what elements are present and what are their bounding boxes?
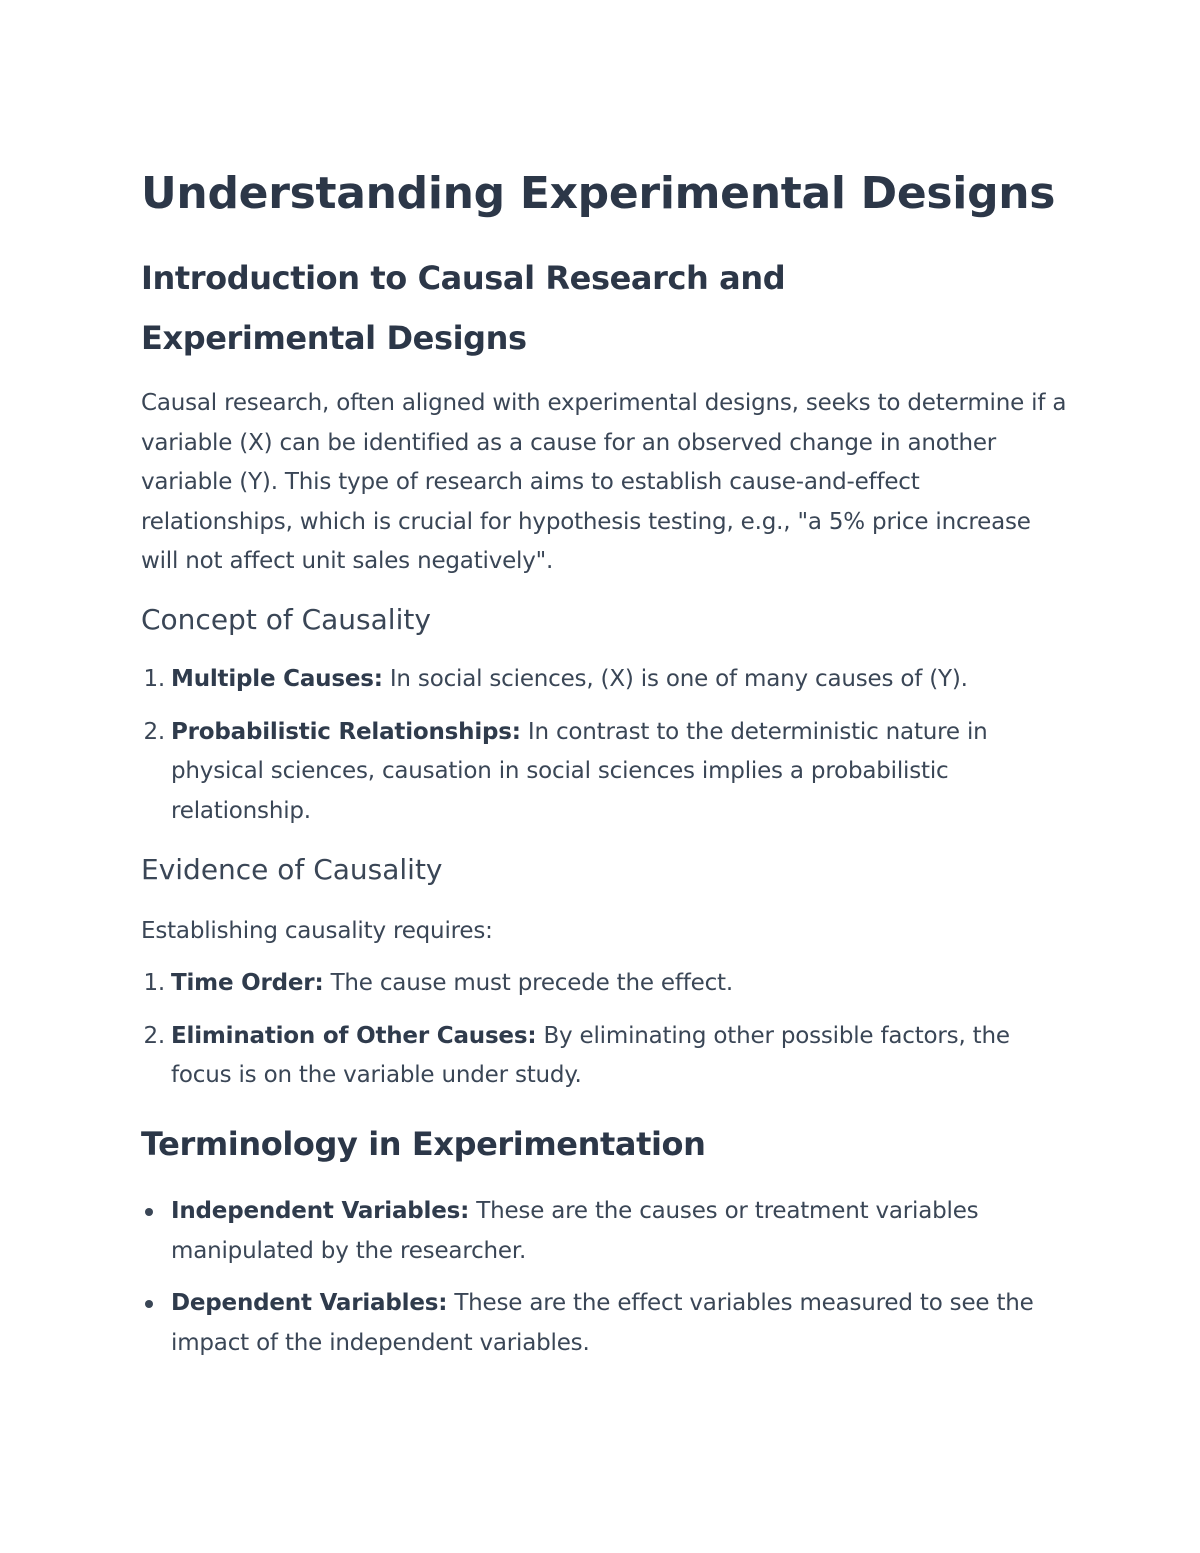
bullet-icon xyxy=(145,1208,153,1216)
list-item-term: Dependent Variables: xyxy=(171,1290,448,1316)
list-item-text: These are the causes or treatment variables manipulated by the researcher. xyxy=(171,1198,979,1264)
list-item-text: In social sciences, (X) is one of many causes of (Y). xyxy=(382,666,968,692)
list-number: 2. xyxy=(143,1022,165,1049)
list-item-term: Probabilistic Relationships: xyxy=(171,718,521,745)
concept-list xyxy=(141,660,1041,844)
bullet-icon xyxy=(145,1300,153,1308)
list-item-text: In contrast to the deterministic nature in physical sciences, causation in social sciences implies a probabilistic relationship. xyxy=(171,718,988,824)
terminology-list xyxy=(141,1192,1041,1376)
intro-paragraph: Causal research, often aligned with experimental designs, seeks to determine if a variable (X) can be identified as a cause for an observed change in another variable (Y). This type of research aims to establish cause-and-effect relationships, which is crucial for hypothesis testing, e.g., "a 5% price increase will not affect unit sales negatively". xyxy=(141,390,1067,574)
list-item-term: Elimination of Other Causes: xyxy=(171,1022,537,1049)
section-heading-intro: Introduction to Causal Research and Experimental Designs xyxy=(141,259,786,357)
list-item-text: By eliminating other possible factors, the focus is on the variable under study. xyxy=(171,1022,1010,1088)
list-number: 1. xyxy=(143,666,165,692)
list-number: 2. xyxy=(143,718,165,745)
list-item xyxy=(141,660,1041,700)
list-item-text: The cause must precede the effect. xyxy=(323,970,733,996)
section-heading-terminology: Terminology in Experimentation xyxy=(141,1125,706,1163)
list-number: 1. xyxy=(143,970,165,996)
list-item-term: Independent Variables: xyxy=(171,1198,470,1224)
list-item xyxy=(141,1017,1041,1096)
document-title: Understanding Experimental Designs xyxy=(141,168,1056,219)
list-item-term: Time Order: xyxy=(171,970,324,996)
list-item xyxy=(141,964,1041,1004)
evidence-list xyxy=(141,964,1041,1109)
list-item xyxy=(141,1192,1041,1271)
list-item xyxy=(141,713,1041,832)
list-item-term: Multiple Causes: xyxy=(171,666,383,692)
subsection-heading-evidence: Evidence of Causality xyxy=(141,853,443,886)
subsection-heading-concept: Concept of Causality xyxy=(141,603,431,636)
list-item-text: These are the effect variables measured to see the impact of the independent variables. xyxy=(171,1290,1034,1356)
list-item xyxy=(141,1284,1041,1363)
evidence-intro: Establishing causality requires: xyxy=(141,918,493,944)
